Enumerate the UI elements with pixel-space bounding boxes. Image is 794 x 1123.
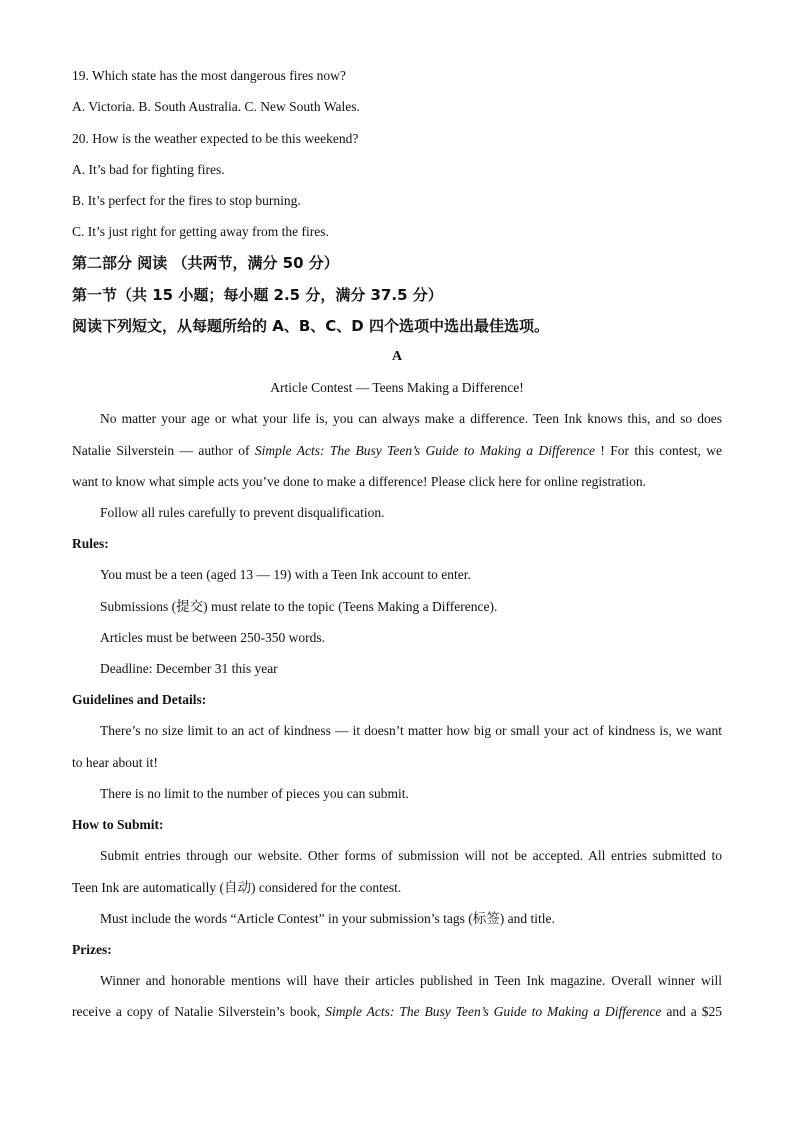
paragraph-1-line-2	[72, 442, 722, 460]
question-20-option-b: B. It’s perfect for the fires to stop burning.	[72, 193, 301, 208]
guideline-2: There is no limit to the number of pieces you can submit.	[100, 786, 409, 801]
part-two-title: 第二部分 阅读 （共两节，满分 50 分）	[72, 254, 339, 272]
rule-3: Articles must be between 250-350 words.	[100, 630, 325, 645]
prizes-heading: Prizes:	[72, 942, 112, 957]
prizes-text: receive a copy of Natalie Silverstein’s book,	[72, 1004, 326, 1019]
question-20-option-a: A. It’s bad for fighting fires.	[72, 162, 225, 177]
prize-amount-text: and a $25	[661, 1004, 723, 1019]
guidelines-heading: Guidelines and Details:	[72, 692, 207, 707]
paragraph-1-line-3: want to know what simple acts you’ve done to make a difference! Please click here for online registration.	[72, 474, 647, 489]
rule-2: Submissions (提交) must relate to the topic (Teens Making a Difference).	[100, 599, 498, 614]
paragraph-2: Follow all rules carefully to prevent disqualification.	[100, 505, 385, 520]
submit-1-line-2: Teen Ink are automatically (自动) considered for the contest.	[72, 880, 402, 895]
rules-heading: Rules:	[72, 536, 109, 551]
question-19: 19. Which state has the most dangerous fires now?	[72, 68, 346, 83]
submit-1-line-1: Submit entries through our website. Other forms of submission will not be accepted. All entries submitted to	[100, 848, 722, 863]
question-20: 20. How is the weather expected to be this weekend?	[72, 131, 359, 146]
passage-label: A	[391, 349, 403, 364]
book-title: Simple Acts: The Busy Teen’s Guide to Making a Difference	[254, 443, 595, 458]
how-to-submit-heading: How to Submit:	[72, 817, 164, 832]
submit-2: Must include the words “Article Contest” in your submission’s tags (标签) and title.	[100, 911, 555, 926]
prizes-line-1: Winner and honorable mentions will have their articles published in Teen Ink magazine. Overall winner will	[100, 973, 722, 988]
passage-title: Article Contest — Teens Making a Difference!	[270, 380, 524, 395]
reading-instruction: 阅读下列短文，从每题所给的 A、B、C、D 四个选项中选出最佳选项。	[72, 317, 549, 335]
rule-4: Deadline: December 31 this year	[100, 661, 278, 676]
question-19-options: A. Victoria. B. South Australia. C. New South Wales.	[72, 99, 360, 114]
prizes-line-2	[72, 1003, 722, 1021]
author-text: Natalie Silverstein — author of	[72, 443, 255, 458]
guideline-1-line-1: There’s no size limit to an act of kindness — it doesn’t matter how big or small your act of kindness is, we want	[100, 723, 722, 738]
question-20-option-c: C. It’s just right for getting away from the fires.	[72, 224, 329, 239]
paragraph-1-line-1: No matter your age or what your life is, you can always make a difference. Teen Ink knows this, and so does	[100, 411, 722, 426]
rule-1: You must be a teen (aged 13 — 19) with a Teen Ink account to enter.	[100, 567, 471, 582]
prize-book-title: Simple Acts: The Busy Teen’s Guide to Making a Difference	[325, 1004, 662, 1019]
guideline-1-line-2: to hear about it!	[72, 755, 158, 770]
section-one-title: 第一节（共 15 小题；每小题 2.5 分，满分 37.5 分）	[72, 286, 443, 304]
contest-text: ! For this contest, we	[594, 443, 722, 458]
